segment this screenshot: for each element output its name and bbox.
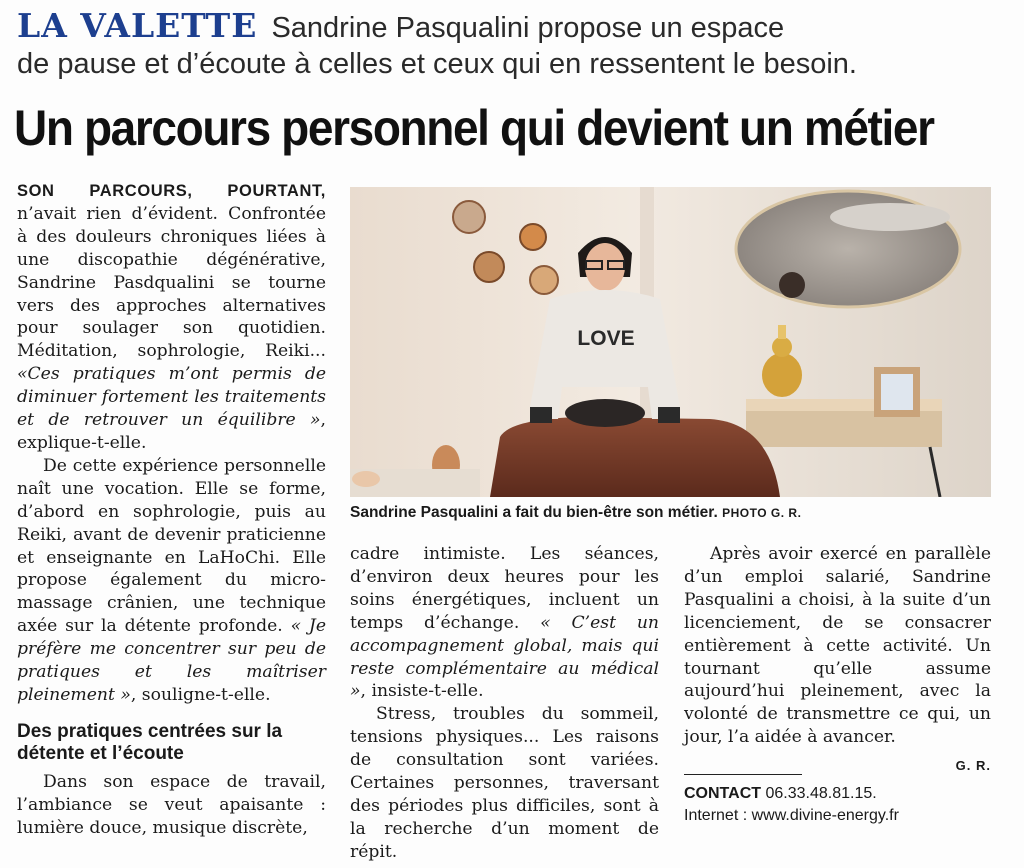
col3-paragraph-1: Après avoir exercé en parallèle d’un emploi salarié, Sandrine Pasqualini a choisi, à la suite d’un licenciement, de se consacrer entièrement à cette activité. Un tournant qu’elle assume aujourd’hui pleinement, avec la volonté de transmettre ce qui, un jour, l’a aidée à avancer. (684, 544, 991, 748)
contact-phone-line (684, 783, 994, 805)
contact-box (684, 783, 994, 827)
col1-p1-tail: , explique-t-elle. (17, 410, 326, 453)
contact-label: CONTACT (684, 785, 762, 802)
col1-p1-quote: «Ces pratiques m’ont permis de diminuer fortement les traitements et de retrouver un équilibre » (17, 364, 326, 431)
photo-credit: PHOTO G. R. (722, 506, 802, 520)
contact-website: Internet : www.divine-energy.fr (684, 807, 899, 824)
subheading: Des pratiques centrées sur la détente et l’écoute (17, 720, 283, 764)
col1-paragraph-1 (17, 180, 326, 455)
column-3 (684, 543, 991, 778)
col2-paragraph-2: Stress, troubles du sommeil, tensions physiques... Les raisons de consultation sont variées. Certaines personnes, traversant des périodes plus difficiles, sont à la recherche d’un moment de répit. (350, 704, 659, 862)
col1-p2-text: De cette expérience personnelle naît une vocation. Elle se forme, d’abord en sophrologie, puis au Reiki, avant de devenir praticienne et enseignante en LaHoChi. Elle propose également du micro-massage crânien, une technique axée sur la détente profonde. (17, 455, 326, 637)
col1-paragraph-3: Dans son espace de travail, l’ambiance se veut apaisante : lumière douce, musique discrète, (17, 771, 326, 838)
col2-p1-quote: « C’est un accompagnement global, mais qui reste complémentaire au médical » (350, 612, 659, 702)
kicker-line-2: de pause et d’écoute à celles et ceux qui en ressentent le besoin. (17, 48, 857, 80)
col1-paragraph-2 (17, 455, 326, 707)
headline: Un parcours personnel qui devient un métier (14, 100, 934, 156)
col1-p1-text: n’avait rien d’évident. Confrontée à des douleurs chroniques liées à une discopathie dégénérative, Sandrine Pasdqualini se tourne vers des approches alternatives pour soulager son quotidien. Méditation, sophrologie, Reiki... (17, 203, 326, 362)
photo-caption (350, 503, 991, 523)
contact-phone: 06.33.48.81.15. (765, 785, 877, 802)
col2-p1-tail: , insiste-t-elle. (360, 681, 484, 702)
kicker-text-1: Sandrine Pasqualini propose un espace (271, 12, 785, 44)
col2-p1-text: cadre intimiste. Les séances, d’environ deux heures pour les soins énergétiques, incluent un temps d’échange. (350, 544, 659, 633)
lead-in: SON PARCOURS, POURTANT, (17, 182, 326, 200)
shirt-text: LOVE (577, 327, 635, 350)
column-1 (17, 180, 326, 840)
contact-divider (684, 774, 802, 775)
kicker-line-1 (17, 8, 1017, 46)
photo-illustration (350, 187, 991, 497)
col1-p2-tail: , souligne-t-elle. (130, 684, 271, 705)
col1-p2-quote: « Je préfère me concentrer sur peu de pratiques et les maîtriser pleinement » (17, 616, 326, 705)
author-signature: G. R. (955, 758, 991, 774)
article-photo (350, 187, 991, 497)
caption-text: Sandrine Pasqualini a fait du bien-être son métier. (350, 504, 718, 521)
column-2 (350, 543, 659, 864)
col2-paragraph-1 (350, 543, 659, 703)
location-tag: LA VALETTE (17, 6, 258, 45)
